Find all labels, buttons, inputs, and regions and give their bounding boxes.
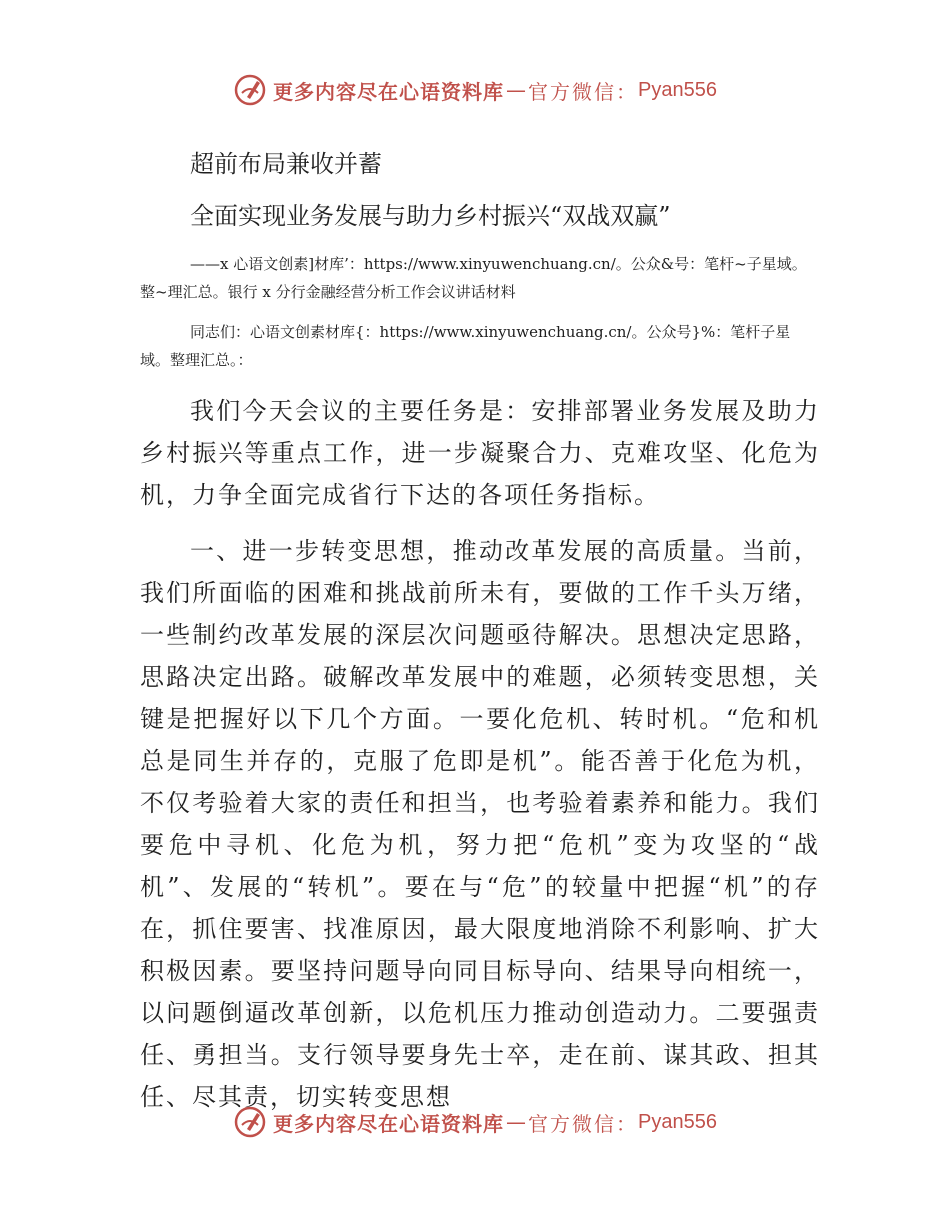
book-pen-logo-icon [233,73,267,107]
doc-salutation: 同志们：心语文创素材库{：https://www.xinyuwenchuang.cn/。公众号}%：笔杆子星域。整理汇总。： [140,323,791,369]
doc-subtitle-note: ——x 心语文创素]材库’：https://www.xinyuwenchuang.cn/。公众&号：笔杆~子星域。整~理汇总。银行 x 分行金融经营分析工作会议讲话材料 [140,255,807,301]
banner-text: 更多内容尽在心语资料库 [273,79,505,104]
banner-text: 更多内容尽在心语资料库 [273,1111,505,1136]
banner-separator: — [506,1110,527,1134]
paragraph-1: 我们今天会议的主要任务是：安排部署业务发展及助力乡村振兴等重点工作，进一步凝聚合力、克难攻坚、化危为机，力争全面完成省行下达的各项任务指标。 [140,397,820,509]
document-body [140,138,820,1118]
banner-wechat-id: Pyan556 [638,1110,717,1133]
banner-wechat-label: 官方微信： [528,1111,639,1136]
doc-title-line-1: 超前布局兼收并蓄 [190,150,382,178]
paragraph-2: 一、进一步转变思想，推动改革发展的高质量。当前，我们所面临的困难和挑战前所未有，要做的工作千头万绪，一些制约改革发展的深层次问题亟待解决。思想决定思路，思路决定出路。破解改革发展中的难题，必须转变思想，关键是把握好以下几个方面。一要化危机、转时机。“危和机总是同生并存的，克服了危即是机”。能否善于化危为机，不仅考验着大家的责任和担当，也考验着素养和能力。我们要危中寻机、化危为机，努力把“危机”变为攻坚的“战机”、发展的“转机”。要在与“危”的较量中把握“机”的存在，抓住要害、找准原因，最大限度地消除不利影响、扩大积极因素。要坚持问题导向同目标导向、结果导向相统一，以问题倒逼改革创新，以危机压力推动创造动力。二要强责任、勇担当。支行领导要身先士卒，走在前、谋其政、担其任、尽其责，切实转变思想 [140,537,820,1111]
doc-title-line-2: 全面实现业务发展与助力乡村振兴“双战双赢” [190,202,671,230]
book-pen-logo-icon [233,1105,267,1139]
banner-wechat-id: Pyan556 [638,78,717,101]
banner-wechat-label: 官方微信： [528,79,639,104]
footer-banner [0,1102,950,1142]
banner-separator: — [506,78,527,102]
header-banner [0,70,950,110]
